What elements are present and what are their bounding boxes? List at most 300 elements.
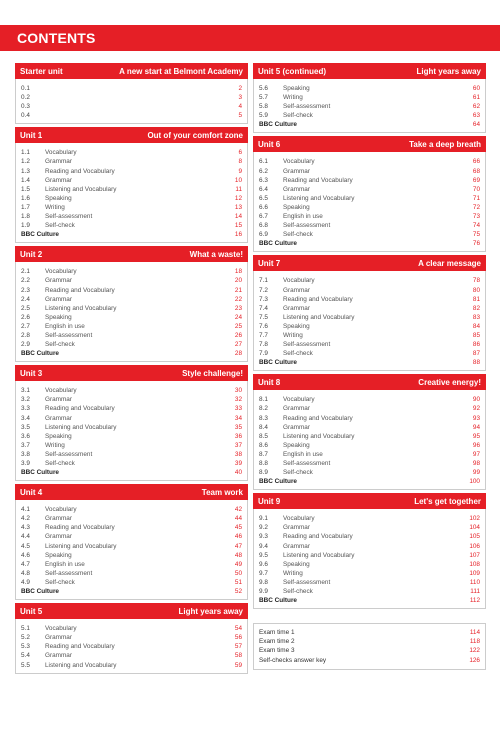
unit-block — [15, 603, 248, 673]
unit-lesson-list — [253, 152, 486, 252]
lesson-row[interactable] — [21, 523, 242, 532]
lesson-number: 1.5 — [21, 185, 30, 193]
culture-title: BBC Culture — [21, 350, 59, 358]
lesson-row[interactable] — [21, 505, 242, 514]
lesson-title: Vocabulary — [283, 158, 315, 166]
lesson-number: 3.1 — [21, 387, 30, 395]
lesson-title: Grammar — [45, 176, 72, 184]
unit-lesson-list — [15, 619, 248, 673]
lesson-row[interactable] — [259, 167, 480, 176]
lesson-page: 58 — [234, 652, 242, 660]
culture-page: 28 — [234, 350, 242, 358]
lesson-title: Self-assessment — [45, 450, 93, 458]
lesson-title: Speaking — [45, 551, 72, 559]
unit-header — [15, 246, 248, 262]
unit-lesson-list — [253, 509, 486, 609]
lesson-row[interactable] — [21, 276, 242, 285]
lesson-page: 39 — [234, 460, 242, 467]
lesson-title: Vocabulary — [283, 515, 315, 523]
lesson-row[interactable] — [259, 157, 480, 166]
lesson-row[interactable] — [21, 267, 242, 276]
lesson-page: 24 — [234, 313, 242, 321]
lesson-page: 66 — [472, 158, 480, 166]
lesson-row[interactable] — [259, 185, 480, 194]
lesson-row[interactable] — [21, 176, 242, 185]
exam-page: 122 — [469, 647, 480, 655]
lesson-row[interactable] — [21, 157, 242, 166]
lesson-title: Grammar — [283, 167, 310, 175]
lesson-row[interactable] — [259, 84, 480, 93]
lesson-title: Listening and Vocabulary — [283, 551, 355, 559]
lesson-row[interactable] — [21, 340, 242, 349]
unit-lesson-list — [15, 262, 248, 362]
lesson-number: 6.5 — [259, 194, 268, 202]
lesson-page: 27 — [234, 341, 242, 349]
exam-title: Exam time 1 — [259, 629, 295, 637]
lesson-page: 94 — [472, 423, 480, 431]
lesson-page: 5 — [238, 112, 242, 120]
lesson-row[interactable] — [21, 111, 242, 120]
unit-block — [15, 484, 248, 600]
culture-row[interactable] — [21, 349, 242, 358]
lesson-title: Reading and Vocabulary — [283, 295, 353, 303]
lesson-title: Writing — [283, 569, 303, 577]
lesson-title: Listening and Vocabulary — [45, 304, 117, 312]
lesson-row[interactable] — [21, 642, 242, 651]
lesson-row[interactable] — [259, 295, 480, 304]
lesson-page: 4 — [238, 103, 242, 111]
lesson-number: 4.3 — [21, 524, 30, 532]
lesson-title: Grammar — [283, 304, 310, 312]
lesson-title: Grammar — [45, 652, 72, 660]
lesson-page: 74 — [472, 222, 480, 230]
lesson-title: Reading and Vocabulary — [283, 533, 353, 541]
unit-lesson-list — [15, 79, 248, 124]
unit-lesson-list — [253, 79, 486, 133]
exam-page: 118 — [469, 638, 480, 646]
lesson-title: Self-assessment — [45, 569, 93, 577]
lesson-page: 61 — [472, 94, 480, 102]
unit-title: Light years away — [178, 606, 243, 616]
lesson-title: Grammar — [283, 542, 310, 550]
lesson-row[interactable] — [259, 414, 480, 423]
lesson-number: 4.7 — [21, 560, 30, 568]
culture-page: 40 — [234, 469, 242, 477]
lesson-page: 14 — [234, 213, 242, 221]
lesson-number: 2.4 — [21, 295, 30, 303]
lesson-row[interactable] — [259, 514, 480, 523]
lesson-title: Grammar — [45, 277, 72, 285]
lesson-row[interactable] — [259, 322, 480, 331]
lesson-number: 3.5 — [21, 423, 30, 431]
lesson-row[interactable] — [21, 212, 242, 221]
lesson-number: 6.2 — [259, 167, 268, 175]
culture-page: 52 — [234, 588, 242, 596]
culture-page: 76 — [472, 240, 480, 248]
lesson-title: Reading and Vocabulary — [45, 643, 115, 651]
unit-title: Creative energy! — [418, 377, 481, 387]
lesson-row[interactable] — [21, 313, 242, 322]
unit-name: Unit 8 — [258, 377, 281, 387]
lesson-title: Vocabulary — [283, 277, 315, 285]
lesson-row[interactable] — [259, 404, 480, 413]
lesson-title: Writing — [45, 203, 65, 211]
lesson-title: Listening and Vocabulary — [45, 423, 117, 431]
culture-row[interactable] — [21, 230, 242, 239]
unit-block — [15, 63, 248, 124]
unit-lesson-list — [15, 143, 248, 243]
lesson-row[interactable] — [21, 441, 242, 450]
lesson-row[interactable] — [259, 331, 480, 340]
lesson-page: 92 — [472, 405, 480, 413]
lesson-page: 84 — [472, 322, 480, 330]
lesson-row[interactable] — [21, 514, 242, 523]
lesson-title: Grammar — [45, 533, 72, 541]
lesson-title: Listening and Vocabulary — [45, 542, 117, 550]
lesson-page: 36 — [234, 432, 242, 440]
lesson-page: 37 — [234, 441, 242, 449]
lesson-row[interactable] — [259, 578, 480, 587]
lesson-title: Self-check — [283, 112, 313, 120]
lesson-page: 95 — [472, 432, 480, 440]
lesson-row[interactable] — [21, 102, 242, 111]
lesson-title: Listening and Vocabulary — [45, 661, 117, 669]
lesson-page: 85 — [472, 331, 480, 339]
lesson-row[interactable] — [259, 395, 480, 404]
lesson-number: 0.1 — [21, 85, 30, 92]
culture-page: 64 — [472, 121, 480, 129]
lesson-number: 6.9 — [259, 231, 268, 239]
lesson-title: Speaking — [45, 432, 72, 440]
unit-header — [253, 136, 486, 152]
lesson-row[interactable] — [259, 221, 480, 230]
lesson-title: Speaking — [283, 560, 310, 568]
lesson-number: 3.8 — [21, 450, 30, 458]
lesson-number: 5.1 — [21, 625, 30, 633]
lesson-row[interactable] — [259, 212, 480, 221]
exam-row[interactable] — [259, 628, 480, 637]
lesson-row[interactable] — [21, 423, 242, 432]
lesson-number: 8.4 — [259, 423, 268, 431]
lesson-page: 96 — [472, 441, 480, 449]
lesson-row[interactable] — [259, 523, 480, 532]
lesson-page: 93 — [472, 414, 480, 422]
lesson-row[interactable] — [21, 542, 242, 551]
culture-row[interactable] — [259, 120, 480, 129]
lesson-row[interactable] — [21, 221, 242, 230]
lesson-row[interactable] — [259, 569, 480, 578]
unit-lesson-list — [253, 271, 486, 371]
lesson-row[interactable] — [21, 661, 242, 670]
lesson-row[interactable] — [21, 560, 242, 569]
lesson-page: 2 — [238, 85, 242, 92]
lesson-row[interactable] — [21, 322, 242, 331]
lesson-number: 5.3 — [21, 643, 30, 651]
lesson-page: 15 — [234, 222, 242, 230]
lesson-row[interactable] — [21, 203, 242, 212]
lesson-number: 3.9 — [21, 460, 30, 467]
lesson-number: 9.5 — [259, 551, 268, 559]
lesson-title: Self-check — [45, 578, 75, 586]
unit-header — [253, 63, 486, 79]
lesson-row[interactable] — [259, 203, 480, 212]
lesson-row[interactable] — [259, 194, 480, 203]
lesson-row[interactable] — [21, 532, 242, 541]
lesson-row[interactable] — [259, 93, 480, 102]
lesson-row[interactable] — [259, 542, 480, 551]
lesson-row[interactable] — [21, 633, 242, 642]
lesson-row[interactable] — [21, 167, 242, 176]
lesson-row[interactable] — [259, 459, 480, 468]
lesson-row[interactable] — [259, 276, 480, 285]
lesson-number: 2.3 — [21, 286, 30, 294]
lesson-title: Self-assessment — [283, 222, 331, 230]
lesson-number: 5.5 — [21, 661, 30, 669]
culture-page: 88 — [472, 359, 480, 367]
lesson-page: 49 — [234, 560, 242, 568]
unit-title: Take a deep breath — [409, 139, 481, 149]
lesson-row[interactable] — [259, 304, 480, 313]
lesson-page: 68 — [472, 167, 480, 175]
lesson-page: 111 — [470, 588, 480, 596]
lesson-page: 42 — [234, 506, 242, 514]
lesson-number: 0.3 — [21, 103, 30, 111]
lesson-title: Writing — [283, 94, 303, 102]
lesson-row[interactable] — [259, 432, 480, 441]
lesson-title: Reading and Vocabulary — [45, 524, 115, 532]
unit-header — [15, 365, 248, 381]
lesson-page: 80 — [472, 286, 480, 294]
unit-name: Unit 4 — [20, 487, 43, 497]
lesson-page: 86 — [472, 341, 480, 349]
lesson-number: 4.9 — [21, 578, 30, 586]
lesson-number: 0.4 — [21, 112, 30, 120]
lesson-title: English in use — [45, 322, 85, 330]
lesson-number: 2.6 — [21, 313, 30, 321]
contents-heading: CONTENTS — [0, 25, 500, 51]
culture-page: 100 — [469, 478, 480, 486]
culture-title: BBC Culture — [259, 240, 297, 248]
lesson-page: 72 — [472, 203, 480, 211]
unit-lesson-list — [253, 390, 486, 490]
lesson-row[interactable] — [21, 459, 242, 468]
lesson-row[interactable] — [259, 349, 480, 358]
lesson-row[interactable] — [21, 404, 242, 413]
lesson-number: 4.5 — [21, 542, 30, 550]
lesson-number: 7.5 — [259, 313, 268, 321]
lesson-page: 6 — [238, 149, 242, 157]
lesson-title: Speaking — [283, 441, 310, 449]
lesson-number: 2.1 — [21, 268, 30, 276]
lesson-page: 18 — [234, 268, 242, 276]
lesson-page: 46 — [234, 533, 242, 541]
culture-title: BBC Culture — [21, 588, 59, 596]
lesson-row[interactable] — [21, 386, 242, 395]
exam-row[interactable] — [259, 656, 480, 665]
lesson-number: 1.8 — [21, 213, 30, 221]
culture-page: 112 — [469, 597, 480, 605]
lesson-number: 4.6 — [21, 551, 30, 559]
unit-header — [15, 127, 248, 143]
lesson-title: Vocabulary — [45, 387, 77, 395]
lesson-title: Grammar — [45, 158, 72, 166]
lesson-number: 4.4 — [21, 533, 30, 541]
lesson-page: 30 — [234, 387, 242, 395]
lesson-title: Vocabulary — [283, 396, 315, 404]
culture-row[interactable] — [259, 477, 480, 486]
lesson-title: Self-assessment — [283, 460, 331, 467]
lesson-row[interactable] — [259, 102, 480, 111]
lesson-page: 21 — [234, 286, 242, 294]
unit-title: Style challenge! — [182, 368, 243, 378]
lesson-page: 82 — [472, 304, 480, 312]
lesson-title: Grammar — [283, 286, 310, 294]
lesson-page: 73 — [472, 213, 480, 221]
culture-title: BBC Culture — [259, 121, 297, 129]
lesson-row[interactable] — [259, 176, 480, 185]
unit-name: Unit 7 — [258, 258, 281, 268]
lesson-row[interactable] — [259, 450, 480, 459]
lesson-page: 23 — [234, 304, 242, 312]
lesson-row[interactable] — [21, 286, 242, 295]
lesson-title: Reading and Vocabulary — [45, 405, 115, 413]
lesson-page: 97 — [472, 450, 480, 458]
lesson-page: 10 — [234, 176, 242, 184]
culture-row[interactable] — [259, 596, 480, 605]
lesson-row[interactable] — [21, 569, 242, 578]
lesson-page: 47 — [234, 542, 242, 550]
lesson-row[interactable] — [21, 148, 242, 157]
exam-row[interactable] — [259, 637, 480, 646]
lesson-row[interactable] — [259, 313, 480, 322]
lesson-row[interactable] — [21, 194, 242, 203]
lesson-page: 70 — [472, 185, 480, 193]
unit-header — [253, 493, 486, 509]
lesson-row[interactable] — [259, 551, 480, 560]
lesson-row[interactable] — [259, 532, 480, 541]
unit-title: A clear message — [418, 258, 481, 268]
lesson-row[interactable] — [21, 304, 242, 313]
lesson-title: Vocabulary — [45, 268, 77, 276]
lesson-title: Writing — [283, 331, 303, 339]
lesson-page: 25 — [234, 322, 242, 330]
unit-block — [15, 246, 248, 362]
lesson-row[interactable] — [259, 560, 480, 569]
culture-row[interactable] — [259, 239, 480, 248]
lesson-page: 105 — [469, 533, 480, 541]
unit-title: Light years away — [416, 66, 481, 76]
lesson-number: 2.7 — [21, 322, 30, 330]
lesson-number: 9.9 — [259, 588, 268, 596]
lesson-row[interactable] — [21, 185, 242, 194]
lesson-title: Grammar — [45, 396, 72, 404]
lesson-page: 69 — [472, 176, 480, 184]
lesson-title: Listening and Vocabulary — [283, 432, 355, 440]
lesson-row[interactable] — [21, 450, 242, 459]
unit-block — [15, 365, 248, 481]
lesson-row[interactable] — [21, 93, 242, 102]
lesson-row[interactable] — [21, 578, 242, 587]
lesson-page: 32 — [234, 396, 242, 404]
lesson-row[interactable] — [259, 441, 480, 450]
culture-row[interactable] — [259, 358, 480, 367]
lesson-title: Self-check — [283, 350, 313, 358]
unit-header — [15, 603, 248, 619]
unit-name: Unit 1 — [20, 130, 43, 140]
lesson-number: 7.1 — [259, 277, 268, 285]
lesson-row[interactable] — [259, 111, 480, 120]
lesson-row[interactable] — [259, 468, 480, 477]
culture-title: BBC Culture — [21, 231, 59, 239]
lesson-title: Listening and Vocabulary — [45, 185, 117, 193]
unit-block — [253, 63, 486, 133]
lesson-row[interactable] — [21, 395, 242, 404]
lesson-row[interactable] — [21, 84, 242, 93]
lesson-row[interactable] — [259, 230, 480, 239]
lesson-page: 11 — [235, 185, 242, 193]
culture-row[interactable] — [21, 468, 242, 477]
lesson-row[interactable] — [21, 295, 242, 304]
lesson-row[interactable] — [21, 331, 242, 340]
lesson-number: 1.9 — [21, 222, 30, 230]
exam-title: Self-checks answer key — [259, 656, 327, 664]
lesson-title: Grammar — [45, 295, 72, 303]
lesson-page: 75 — [472, 231, 480, 239]
lesson-row[interactable] — [259, 340, 480, 349]
lesson-number: 7.2 — [259, 286, 268, 294]
lesson-number: 2.2 — [21, 277, 30, 285]
lesson-page: 26 — [234, 331, 242, 339]
lesson-number: 6.6 — [259, 203, 268, 211]
lesson-row[interactable] — [21, 651, 242, 660]
lesson-page: 107 — [469, 551, 480, 559]
lesson-page: 56 — [234, 634, 242, 642]
lesson-number: 8.1 — [259, 396, 268, 404]
lesson-number: 8.8 — [259, 460, 268, 467]
lesson-title: English in use — [283, 213, 323, 221]
lesson-row[interactable] — [259, 587, 480, 596]
lesson-number: 9.2 — [259, 524, 268, 532]
lesson-number: 7.8 — [259, 341, 268, 349]
lesson-title: Grammar — [45, 414, 72, 422]
lesson-page: 33 — [234, 405, 242, 413]
lesson-row[interactable] — [21, 432, 242, 441]
lesson-row[interactable] — [21, 551, 242, 560]
lesson-page: 109 — [469, 569, 480, 577]
lesson-row[interactable] — [259, 286, 480, 295]
culture-row[interactable] — [21, 587, 242, 596]
lesson-title: English in use — [45, 560, 85, 568]
unit-header — [253, 374, 486, 390]
lesson-title: Self-check — [283, 469, 313, 477]
unit-title: A new start at Belmont Academy — [119, 66, 243, 76]
lesson-number: 7.3 — [259, 295, 268, 303]
exam-row[interactable] — [259, 646, 480, 655]
lesson-number: 4.8 — [21, 569, 30, 577]
lesson-title — [45, 111, 222, 120]
lesson-row[interactable] — [21, 414, 242, 423]
lesson-number: 2.5 — [21, 304, 30, 312]
unit-title: Let's get together — [414, 496, 481, 506]
lesson-page: 63 — [472, 112, 480, 120]
lesson-row[interactable] — [259, 423, 480, 432]
lesson-title: Vocabulary — [45, 506, 77, 514]
lesson-row[interactable] — [21, 624, 242, 633]
lesson-title: Self-assessment — [45, 331, 93, 339]
lesson-number: 8.7 — [259, 450, 268, 458]
unit-block — [253, 493, 486, 609]
unit-name: Unit 6 — [258, 139, 281, 149]
